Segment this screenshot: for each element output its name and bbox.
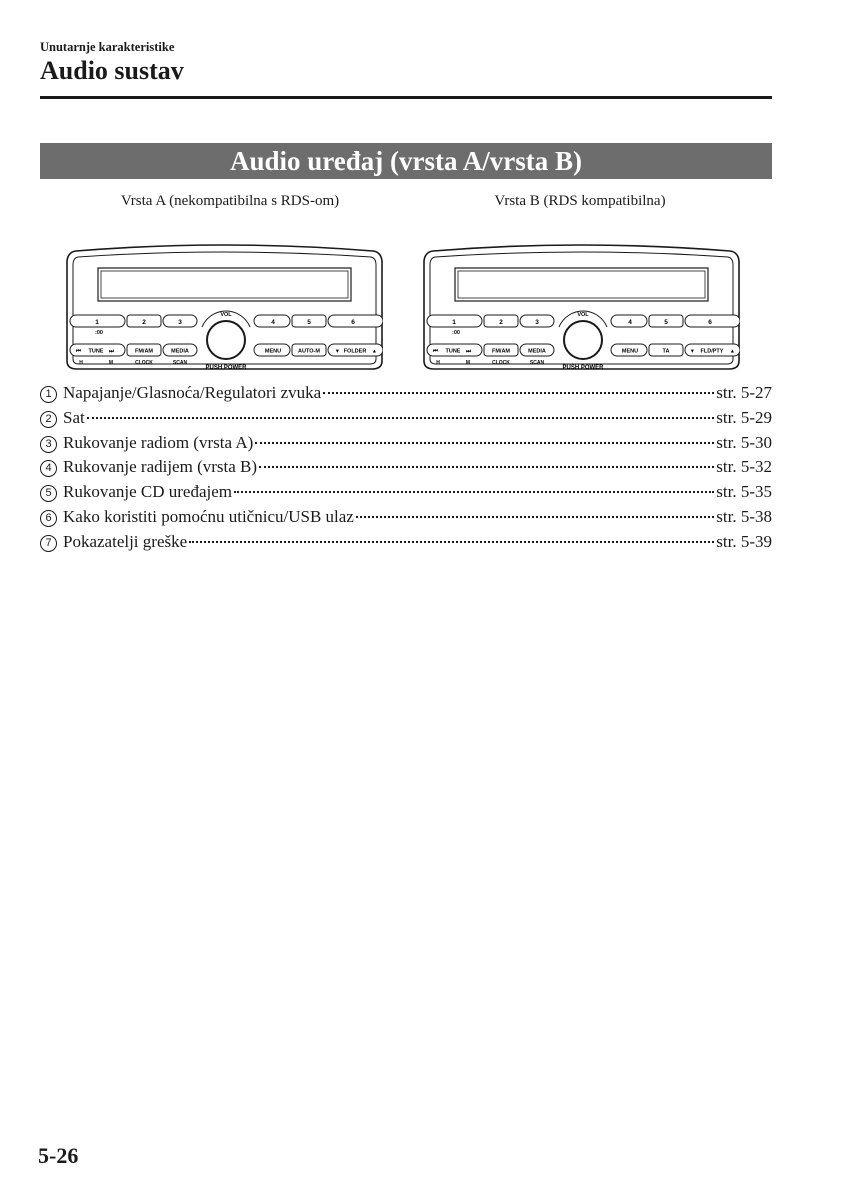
toc-item[interactable] (40, 482, 772, 507)
toc-page-ref: str. 5-32 (716, 457, 772, 477)
toc-title: Pokazatelji greške (63, 531, 188, 551)
section-label: Unutarnje karakteristike (40, 40, 175, 54)
vol-label: VOL (220, 312, 232, 318)
header-rule (40, 96, 772, 99)
svg-text:▾: ▾ (336, 348, 339, 355)
preset-5-label: 5 (307, 319, 311, 326)
fm-am-label: FM/AM (491, 348, 511, 355)
dot-leader (189, 541, 714, 543)
toc-title: Kako koristiti pomoćnu utičnicu/USB ulaz (63, 506, 354, 526)
preset-2-label: 2 (142, 319, 146, 326)
media-label: MEDIA (171, 348, 189, 355)
svg-text:⏮: ⏮ (76, 348, 81, 355)
svg-text:▴: ▴ (373, 348, 376, 355)
tune-label: TUNE (88, 348, 104, 355)
preset-2-label: 2 (499, 319, 503, 326)
toc-title: Rukovanje radiom (vrsta A) (63, 432, 254, 452)
toc-item[interactable] (40, 408, 772, 433)
page-number: 5-26 (38, 1143, 79, 1168)
toc-page-ref: str. 5-29 (716, 407, 772, 427)
sub-scan-label: SCAN (172, 360, 188, 366)
toc-title: Sat (63, 407, 85, 427)
auto-m-label: AUTO-M (298, 348, 320, 355)
sub-h-label: H (79, 360, 83, 366)
svg-text:▴: ▴ (731, 348, 734, 355)
toc-number-icon: 4 (40, 460, 57, 477)
preset-1-label: 1 (452, 319, 456, 326)
toc-item[interactable] (40, 457, 772, 482)
toc-item[interactable] (40, 532, 772, 557)
audio-unit-type-b (423, 243, 740, 371)
toc-number-icon: 2 (40, 411, 57, 428)
toc-page-ref: str. 5-38 (716, 506, 772, 526)
audio-unit-type-a (66, 243, 383, 371)
toc-page-ref: str. 5-30 (716, 432, 772, 452)
toc-number-icon: 6 (40, 510, 57, 527)
sub-m-label: M (108, 360, 114, 366)
caption-type-a: Vrsta A (nekompatibilna s RDS-om) (120, 193, 340, 209)
sub-m-label: M (465, 360, 471, 366)
audio-unit-b-illustration (423, 243, 740, 371)
audio-unit-a-illustration (66, 243, 383, 371)
toc-number-icon: 5 (40, 485, 57, 502)
sub-scan-label: SCAN (529, 360, 545, 366)
push-power-label: PUSH POWER (205, 365, 247, 371)
menu-label: MENU (264, 348, 282, 355)
toc-page-ref: str. 5-35 (716, 482, 772, 502)
caption-type-b: Vrsta B (RDS kompatibilna) (494, 193, 666, 209)
dot-leader (234, 491, 714, 493)
ta-label: TA (662, 348, 670, 355)
toc-item[interactable] (40, 433, 772, 458)
preset-5-label: 5 (664, 319, 668, 326)
toc-title: Rukovanje radijem (vrsta B) (63, 457, 258, 477)
toc-page-ref: str. 5-39 (716, 531, 772, 551)
toc-list (40, 383, 772, 557)
toc-item[interactable] (40, 383, 772, 408)
svg-text:⏭: ⏭ (109, 348, 114, 355)
push-power-label: PUSH POWER (562, 365, 604, 371)
preset-3-label: 3 (535, 319, 539, 326)
toc-title: Rukovanje CD uređajem (63, 482, 233, 502)
folder-label: FOLDER (343, 348, 367, 355)
section-banner: Audio uređaj (vrsta A/vrsta B) (40, 143, 772, 179)
sub-h-label: H (436, 360, 440, 366)
preset-1-sub: :00 (95, 330, 103, 336)
fld-pty-label: FLD/PTY (700, 348, 724, 355)
preset-6-label: 6 (708, 319, 712, 326)
toc-title: Napajanje/Glasnoća/Regulatori zvuka (63, 383, 322, 402)
fm-am-label: FM/AM (134, 348, 154, 355)
dot-leader (356, 516, 714, 518)
preset-4-label: 4 (628, 319, 632, 326)
preset-1-label: 1 (95, 319, 99, 326)
preset-1-sub: :00 (452, 330, 460, 336)
dot-leader (323, 392, 714, 394)
menu-label: MENU (621, 348, 639, 355)
toc-number-icon: 3 (40, 436, 57, 453)
toc-number-icon: 1 (40, 386, 57, 403)
toc-page-ref: str. 5-27 (716, 383, 772, 402)
chapter-title: Audio sustav (40, 56, 184, 85)
toc-item[interactable] (40, 507, 772, 532)
svg-text:⏮: ⏮ (433, 348, 438, 355)
toc-number-icon: 7 (40, 535, 57, 552)
media-label: MEDIA (528, 348, 546, 355)
tune-label: TUNE (445, 348, 461, 355)
sub-clock-label: CLOCK (492, 360, 510, 366)
dot-leader (255, 442, 714, 444)
preset-6-label: 6 (351, 319, 355, 326)
svg-text:⏭: ⏭ (466, 348, 471, 355)
preset-4-label: 4 (271, 319, 275, 326)
preset-3-label: 3 (178, 319, 182, 326)
sub-clock-label: CLOCK (135, 360, 153, 366)
svg-text:▾: ▾ (691, 348, 694, 355)
dot-leader (259, 466, 714, 468)
vol-label: VOL (577, 312, 589, 318)
dot-leader (87, 417, 715, 419)
